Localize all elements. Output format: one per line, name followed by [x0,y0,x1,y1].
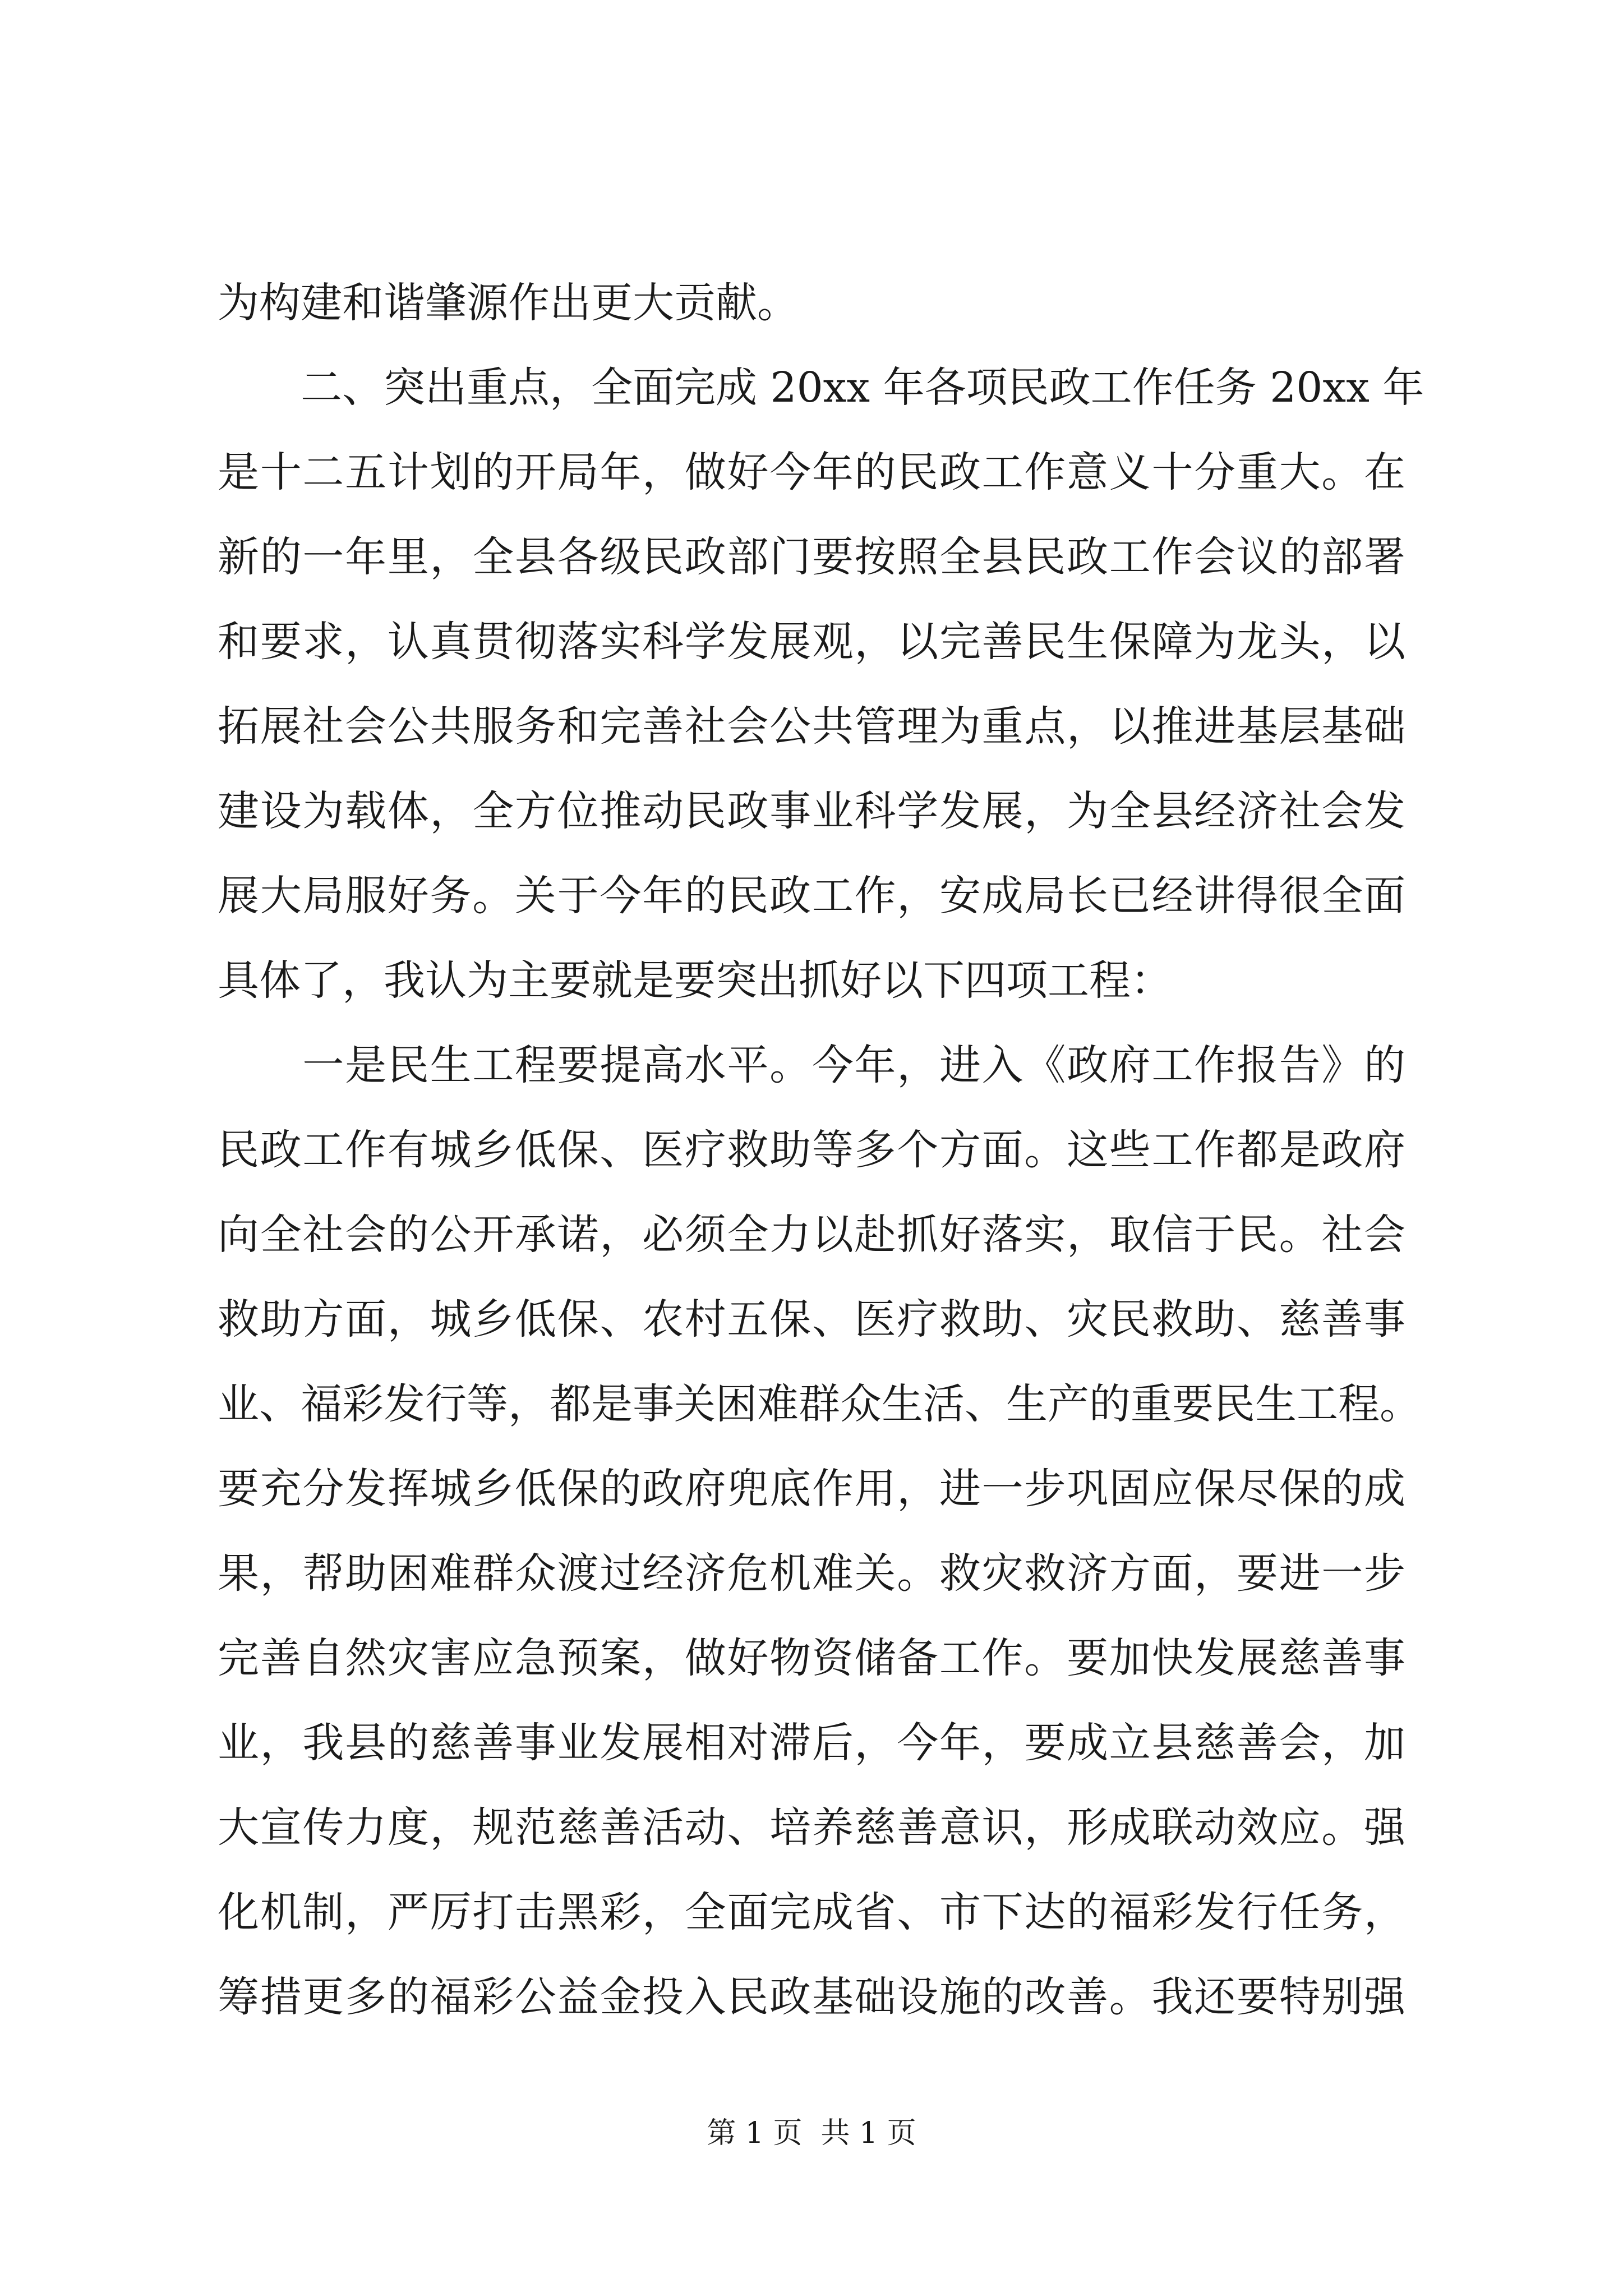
text-line: 业、福彩发行等，都是事关困难群众生活、生产的重要民生工程。 [218,1380,1421,1428]
text-line: 向全社会的公开承诺，必须全力以赴抓好落实，取信于民。社会 [218,1211,1405,1259]
text-line: 具体了，我认为主要就是要突出抓好以下四项工程： [218,956,1172,1005]
text-line: 和要求，认真贯彻落实科学发展观，以完善民生保障为龙头，以 [218,618,1405,666]
text-line: 是十二五计划的开局年，做好今年的民政工作意义十分重大。在 [218,448,1405,496]
body-text [218,261,1424,2040]
text-line: 大宣传力度，规范慈善活动、培养慈善意识，形成联动效应。强 [218,1803,1405,1852]
text-line: 建设为载体，全方位推动民政事业科学发展，为全县经济社会发 [218,787,1405,835]
text-line: 要充分发挥城乡低保的政府兜底作用，进一步巩固应保尽保的成 [218,1465,1405,1513]
page-footer [0,2114,1623,2153]
text-line: 化机制，严厉打击黑彩，全面完成省、市下达的福彩发行任务， [218,1888,1405,1936]
text-line: 果，帮助困难群众渡过经济危机难关。救灾救济方面，要进一步 [218,1549,1405,1598]
text-line: 展大局服好务。关于今年的民政工作，安成局长已经讲得很全面 [218,872,1405,920]
text-line: 为构建和谐肇源作出更大贡献。 [218,279,799,327]
text-line: 二、突出重点，全面完成 20xx 年各项民政工作任务 20xx 年 [218,364,1424,412]
text-line: 筹措更多的福彩公益金投入民政基础设施的改善。我还要特别强 [218,1973,1405,2021]
text-line: 一是民生工程要提高水平。今年，进入《政府工作报告》的 [218,1041,1405,1089]
text-line: 新的一年里，全县各级民政部门要按照全县民政工作会议的部署 [218,533,1405,581]
text-line: 拓展社会公共服务和完善社会公共管理为重点，以推进基层基础 [218,702,1405,751]
text-line: 业，我县的慈善事业发展相对滞后，今年，要成立县慈善会，加 [218,1719,1405,1767]
page-number: 第 1 页 共 1 页 [707,2116,916,2150]
text-line: 民政工作有城乡低保、医疗救助等多个方面。这些工作都是政府 [218,1126,1405,1174]
text-line: 完善自然灾害应急预案，做好物资储备工作。要加快发展慈善事 [218,1634,1405,1682]
text-line: 救助方面，城乡低保、农村五保、医疗救助、灾民救助、慈善事 [218,1295,1405,1343]
